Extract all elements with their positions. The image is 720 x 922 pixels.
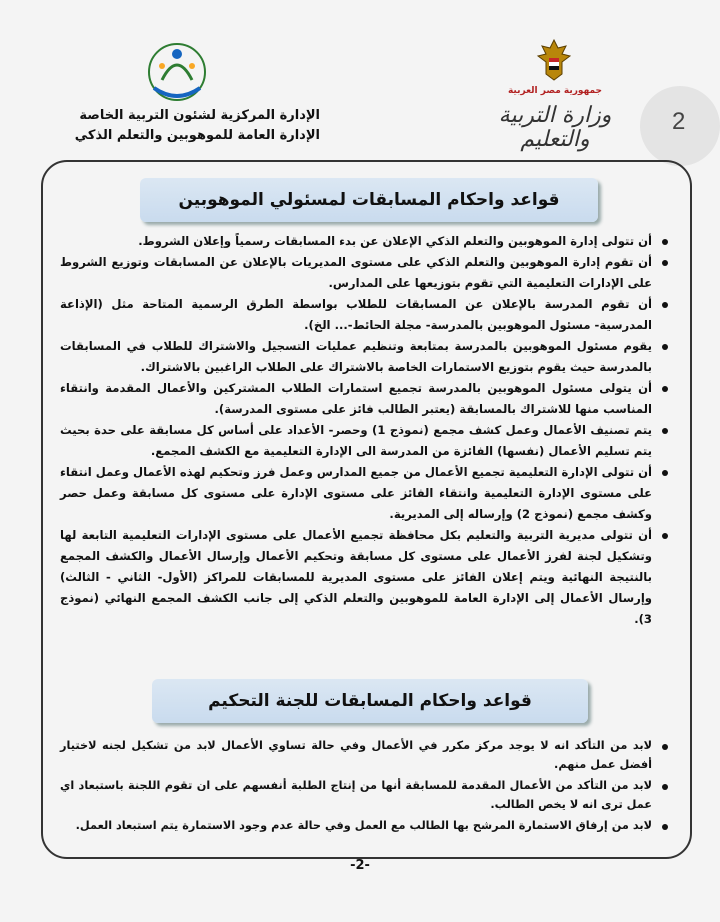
list-item: يقوم مسئول الموهوبين بالمدرسة بمتابعة وتنظيم عمليات التسجيل والاشتراك للطلاب في المسابقات بالمدرسة حيث يقوم بتوزيع الاستمارات الخاصة بالاشتراك على الطلاب الراغبين بالاشتراك.: [60, 336, 668, 378]
list-item: أن تتولى إدارة الموهوبين والتعلم الذكي الإعلان عن بدء المسابقات رسمياً وإعلان الشروط.: [60, 231, 668, 252]
section-2-title: قواعد واحكام المسابقات للجنة التحكيم: [152, 679, 588, 723]
page-number-badge-text: 2: [672, 108, 686, 135]
list-item: لابد من إرفاق الاستمارة المرشح بها الطالب مع العمل وفي حالة عدم وجود الاستمارة يتم استبعاد العمل.: [60, 816, 668, 835]
list-item: يتم تصنيف الأعمال وعمل كشف مجمع (نموذج 1) وحصر- الأعداد على أساس كل مسابقة على حدة بحيث يتم تسليم الأعمال (نفسها) الفائزة من المدرسة الى الإدارة التعليمية مع الكشف المجمع.: [60, 420, 668, 462]
list-item: أن يتولى مسئول الموهوبين بالمدرسة تجميع استمارات الطلاب المشتركين والأعمال المقدمة وانتقاء المناسب منها للاشتراك بالمسابقة (يعتبر الطالب فائز على مستوى المدرسة).: [60, 378, 668, 420]
ministry-logo-block: [480, 38, 630, 153]
section-2-list: [60, 736, 668, 837]
list-item: لابد من التأكد انه لا يوجد مركز مكرر في الأعمال وفي حالة تساوي الأعمال لابد من تشكيل لجنه لاختيار أفضل عمل منهم.: [60, 736, 668, 774]
section-1-list: [60, 231, 668, 630]
list-item: أن تقوم إدارة الموهوبين والتعلم الذكي على مستوى المديريات بالإعلان عن المسابقات وتوزيع الشروط على الإدارات التعليمية التي تقوم بتوزيعها على المدارس.: [60, 252, 668, 294]
list-item: أن تقوم المدرسة بالإعلان عن المسابقات للطلاب بواسطة الطرق الرسمية المتاحة مثل (الإذاعة المدرسية- مسئول الموهوبين بالمدرسة- مجلة الحائط-... الخ).: [60, 294, 668, 336]
gifted-logo-icon: [132, 40, 222, 108]
ministry-name: وزارة التربية والتعليم: [498, 103, 612, 153]
list-item: أن تتولى الإدارة التعليمية تجميع الأعمال من جميع المدارس وعمل فرز وتحكيم لهذه الأعمال وعمل انتقاء على مستوى الإدارة التعليمية وانتقاء الفائز على مستوى الإدارة على مستوى كل مسابقة وعمل حصر وكشف مجمع (نموذج 2) وإرساله إلى المديرية.: [60, 462, 668, 525]
list-item: لابد من التأكد من الأعمال المقدمة للمسابقة أنها من إنتاج الطلبة أنفسهم على ان تقوم اللجنة باستبعاد اي عمل ترى انه لا يخص الطالب.: [60, 776, 668, 814]
department-header: [60, 106, 320, 146]
department-line-2: الإدارة العامة للموهوبين والتعلم الذكي: [74, 128, 320, 144]
footer-page-number: -2-: [350, 858, 370, 873]
list-item: أن تتولى مديرية التربية والتعليم بكل محافظة تجميع الأعمال على مستوى الإدارات التعليمية التابعة لها وتشكيل لجنة لفرز الأعمال على مستوى كل مسابقة وتحكيم الأعمال وإرسال الأعمال والكشف المجمع بالنتيجة النهائية ويتم إعلان الفائز على مستوى المديرية للمسابقات للمراكز (الأول- الثاني - الثالث) وإرسال الأعمال إلى الإدارة العامة للموهوبين والتعلم الذكي إلى جانب الكشف المجمع النهائي (نموذج 3).: [60, 525, 668, 630]
department-line-1: الإدارة المركزية لشئون التربية الخاصة: [79, 108, 320, 123]
eagle-emblem-icon: [536, 38, 572, 82]
republic-name: جمهورية مصر العربية: [507, 86, 603, 96]
page-number-badge: [640, 86, 720, 166]
section-1-title: قواعد واحكام المسابقات لمسئولي الموهوبين: [140, 178, 598, 222]
